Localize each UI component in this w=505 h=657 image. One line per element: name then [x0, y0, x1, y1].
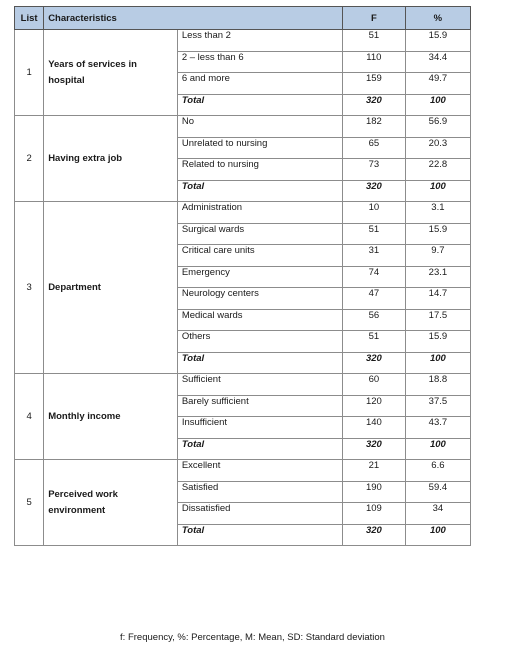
- table-row: [15, 202, 471, 224]
- header-frequency: F: [342, 7, 405, 30]
- category-label: Surgical wards: [177, 223, 342, 245]
- frequency-value: 31: [342, 245, 405, 267]
- percent-value: 17.5: [405, 309, 470, 331]
- category-label: Others: [177, 331, 342, 353]
- list-number: 5: [15, 460, 44, 546]
- total-frequency: 320: [342, 524, 405, 546]
- characteristic-name: Perceived work environment: [44, 460, 178, 546]
- percent-value: 49.7: [405, 73, 470, 95]
- total-label: Total: [177, 524, 342, 546]
- frequency-value: 47: [342, 288, 405, 310]
- category-label: Critical care units: [177, 245, 342, 267]
- list-number: 2: [15, 116, 44, 202]
- frequency-value: 109: [342, 503, 405, 525]
- percent-value: 9.7: [405, 245, 470, 267]
- percent-value: 6.6: [405, 460, 470, 482]
- total-percent: 100: [405, 94, 470, 116]
- total-frequency: 320: [342, 438, 405, 460]
- percent-value: 3.1: [405, 202, 470, 224]
- frequency-value: 190: [342, 481, 405, 503]
- category-label: 6 and more: [177, 73, 342, 95]
- total-label: Total: [177, 94, 342, 116]
- table-footnote: f: Frequency, %: Percentage, M: Mean, SD: Standard deviation: [120, 632, 385, 643]
- frequency-value: 74: [342, 266, 405, 288]
- percent-value: 23.1: [405, 266, 470, 288]
- list-number: 3: [15, 202, 44, 374]
- total-percent: 100: [405, 352, 470, 374]
- total-percent: 100: [405, 524, 470, 546]
- category-label: Unrelated to nursing: [177, 137, 342, 159]
- frequency-value: 182: [342, 116, 405, 138]
- frequency-value: 73: [342, 159, 405, 181]
- frequency-value: 110: [342, 51, 405, 73]
- frequency-value: 120: [342, 395, 405, 417]
- category-label: Sufficient: [177, 374, 342, 396]
- frequency-value: 51: [342, 223, 405, 245]
- frequency-value: 140: [342, 417, 405, 439]
- frequency-value: 51: [342, 30, 405, 52]
- percent-value: 56.9: [405, 116, 470, 138]
- percent-value: 15.9: [405, 331, 470, 353]
- category-label: 2 – less than 6: [177, 51, 342, 73]
- table-row: [15, 374, 471, 396]
- category-label: Less than 2: [177, 30, 342, 52]
- total-frequency: 320: [342, 94, 405, 116]
- characteristic-name: Years of services in hospital: [44, 30, 178, 116]
- frequency-value: 60: [342, 374, 405, 396]
- table-header-row: [15, 7, 471, 30]
- category-label: Excellent: [177, 460, 342, 482]
- total-frequency: 320: [342, 352, 405, 374]
- header-percent: %: [405, 7, 470, 30]
- total-label: Total: [177, 438, 342, 460]
- total-label: Total: [177, 180, 342, 202]
- percent-value: 18.8: [405, 374, 470, 396]
- percent-value: 59.4: [405, 481, 470, 503]
- total-frequency: 320: [342, 180, 405, 202]
- percent-value: 20.3: [405, 137, 470, 159]
- frequency-value: 21: [342, 460, 405, 482]
- category-label: Dissatisfied: [177, 503, 342, 525]
- category-label: Insufficient: [177, 417, 342, 439]
- characteristic-name: Having extra job: [44, 116, 178, 202]
- category-label: Administration: [177, 202, 342, 224]
- percent-value: 34: [405, 503, 470, 525]
- characteristics-table: [14, 6, 471, 546]
- category-label: Related to nursing: [177, 159, 342, 181]
- category-label: Barely sufficient: [177, 395, 342, 417]
- category-label: Emergency: [177, 266, 342, 288]
- table-row: [15, 460, 471, 482]
- list-number: 1: [15, 30, 44, 116]
- header-list: List: [15, 7, 44, 30]
- percent-value: 37.5: [405, 395, 470, 417]
- characteristic-name: Monthly income: [44, 374, 178, 460]
- list-number: 4: [15, 374, 44, 460]
- table-row: [15, 30, 471, 52]
- total-label: Total: [177, 352, 342, 374]
- frequency-value: 10: [342, 202, 405, 224]
- frequency-value: 65: [342, 137, 405, 159]
- percent-value: 15.9: [405, 30, 470, 52]
- frequency-value: 56: [342, 309, 405, 331]
- percent-value: 34.4: [405, 51, 470, 73]
- category-label: Satisfied: [177, 481, 342, 503]
- percent-value: 15.9: [405, 223, 470, 245]
- total-percent: 100: [405, 438, 470, 460]
- frequency-value: 51: [342, 331, 405, 353]
- percent-value: 43.7: [405, 417, 470, 439]
- category-label: No: [177, 116, 342, 138]
- header-characteristics: Characteristics: [44, 7, 343, 30]
- frequency-value: 159: [342, 73, 405, 95]
- percent-value: 14.7: [405, 288, 470, 310]
- characteristic-name: Department: [44, 202, 178, 374]
- table-body: [15, 30, 471, 546]
- category-label: Neurology centers: [177, 288, 342, 310]
- table-row: [15, 116, 471, 138]
- category-label: Medical wards: [177, 309, 342, 331]
- percent-value: 22.8: [405, 159, 470, 181]
- total-percent: 100: [405, 180, 470, 202]
